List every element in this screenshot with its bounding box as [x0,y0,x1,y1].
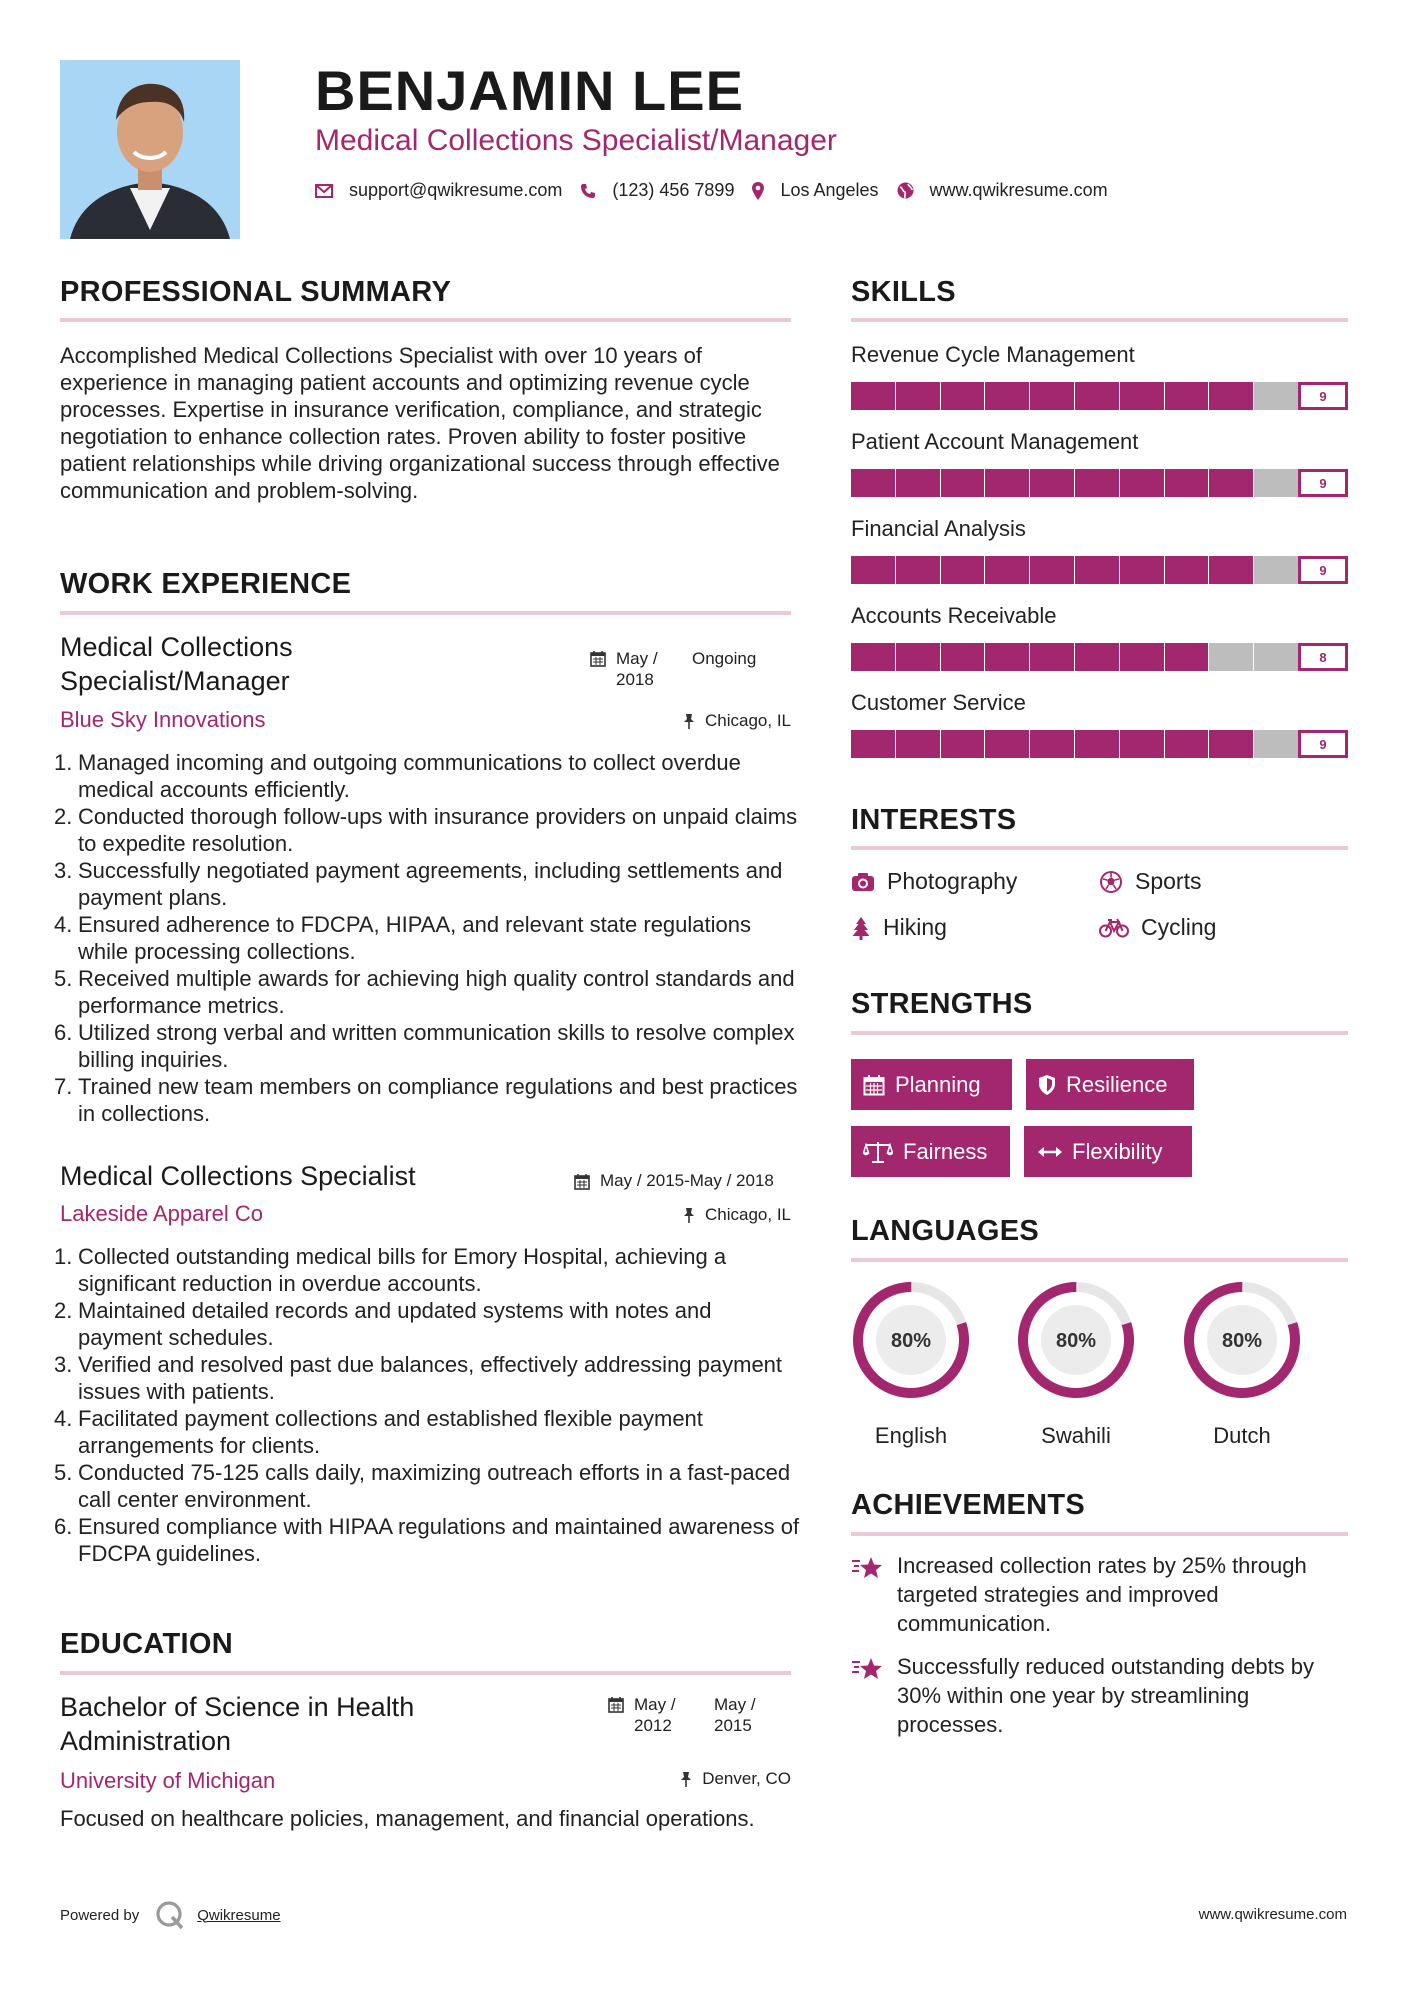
list-item: Collected outstanding medical bills for Emory Hospital, achieving a significant reduction in overdue accounts. [78,1244,727,1296]
profile-photo [60,60,240,239]
education-school: University of Michigan [60,1768,276,1793]
skill-bar-fill-segment [1165,382,1209,410]
location-text: Los Angeles [780,180,879,200]
skill-bar-fill-segment [851,382,895,410]
footer-powered-by [60,1900,281,1930]
soccer-ball-icon [1099,870,1123,894]
list-item: Successfully negotiated payment agreements, including settlements and payment plans. [78,858,783,910]
language-item [1182,1280,1302,1449]
strength-label: Resilience [1066,1071,1168,1097]
contact-email[interactable] [315,180,562,201]
pin-icon [680,1771,692,1788]
languages-divider [851,1258,1348,1262]
skill-bar [851,730,1348,758]
skill-bar-fill-segment [1165,556,1209,584]
list-item: Conducted thorough follow-ups with insurance providers on unpaid claims to expedite resolution. [78,804,798,856]
education-degree: Bachelor of Science in Health Administration [60,1692,415,1756]
star-award-icon [851,1652,891,1739]
language-name: Dutch [1213,1423,1271,1448]
skill-name: Financial Analysis [851,516,1026,541]
skill-bar-fill-segment [985,730,1029,758]
language-percent: 80% [890,1330,932,1352]
summary-divider [60,318,791,322]
skill-bar-empty-segment [1254,556,1298,584]
skill-bar-fill-segment [1075,730,1119,758]
list-item: Ensured compliance with HIPAA regulations and maintained awareness of FDCPA guidelines. [78,1514,800,1566]
job-dates [590,648,764,690]
language-name: Swahili [1041,1423,1111,1448]
skill-score-badge: 8 [1298,643,1348,671]
skill-bar-empty-segment [1254,643,1298,671]
list-item: Utilized strong verbal and written communication skills to resolve complex billing inquiries. [78,1020,795,1072]
contact-bar [315,180,1126,201]
skill-bar-fill-segment [1030,643,1074,671]
strengths-divider [851,1031,1348,1035]
language-item [1016,1280,1136,1449]
interest-label: Sports [1135,868,1202,894]
contact-phone[interactable] [580,180,734,201]
interest-label: Hiking [883,914,947,940]
skill-bar-fill-segment [896,643,940,671]
skill-bar-fill-segment [1165,643,1209,671]
skill-bar-fill-segment [851,469,895,497]
skill-bar-fill-segment [896,730,940,758]
skill-bar-fill-segment [941,382,985,410]
language-item [851,1280,971,1449]
contact-location [752,180,878,201]
job-date-end: Ongoing [692,649,757,668]
experience-divider [60,611,791,615]
skill-bar-fill-segment [941,556,985,584]
skill-bar-empty-segment [1254,469,1298,497]
interests-heading: INTERESTS [851,804,1017,836]
skill-bar-fill-segment [1165,469,1209,497]
calendar-icon [574,1173,590,1190]
strengths-heading: STRENGTHS [851,988,1033,1020]
skill-bar-fill-segment [1075,469,1119,497]
language-percent: 80% [1221,1330,1263,1352]
calendar-icon [590,650,606,667]
job-location-text: Chicago, IL [705,1205,791,1224]
list-item: Received multiple awards for achieving high quality control standards and performance metrics. [78,966,795,1018]
skill-bar-fill-segment [896,469,940,497]
skill-bar-fill-segment [941,730,985,758]
skill-bar-fill-segment [1075,643,1119,671]
skill-bar-fill-segment [1030,730,1074,758]
experience-heading: WORK EXPERIENCE [60,568,352,600]
skill-name: Patient Account Management [851,429,1139,454]
skill-bar [851,382,1348,410]
skill-bar-fill-segment [1120,643,1164,671]
list-item: Maintained detailed records and updated systems with notes and payment schedules. [78,1298,712,1350]
education-location-text: Denver, CO [702,1769,791,1788]
job-location-text: Chicago, IL [705,711,791,730]
language-ring [1016,1280,1136,1400]
envelope-icon [315,184,333,198]
skill-bar-fill-segment [1075,556,1119,584]
list-item: Managed incoming and outgoing communications to collect overdue medical accounts efficiently. [78,750,741,802]
job-date-range: May / 2015-May / 2018 [600,1171,774,1190]
phone-icon [580,183,596,199]
skills-divider [851,318,1348,322]
achievement-text: Increased collection rates by 25% through targeted strategies and improved communication. [897,1553,1307,1636]
achievement-item [851,1652,1348,1739]
skill-score-badge: 9 [1298,382,1348,410]
skill-score-badge: 9 [1298,556,1348,584]
interest-hiking [851,914,947,941]
skill-bar-empty-segment [1254,382,1298,410]
strength-label: Planning [895,1071,981,1097]
language-ring [851,1280,971,1400]
summary-text: Accomplished Medical Collections Specialist with over 10 years of experience in managing patient accounts and optimizing revenue cycle processes. Expertise in insurance verification, compliance, and strategic negotiation to enhance collection rates. Proven ability to foster positive patient relationships while driving organizational success through effective communication and problem-solving. [60,343,780,503]
skill-bar-fill-segment [851,643,895,671]
skill-bar-fill-segment [1209,469,1253,497]
achievement-text: Successfully reduced outstanding debts by 30% within one year by streamlining processes. [897,1654,1315,1737]
skill-bar-fill-segment [896,556,940,584]
skill-bar-fill-segment [1030,382,1074,410]
job-title: Medical Collections Specialist [60,1161,416,1191]
candidate-title: Medical Collections Specialist/Manager [315,124,837,157]
strength-chip-fairness [851,1126,1010,1177]
education-divider [60,1671,791,1675]
interest-photography [851,868,1017,895]
skill-name: Revenue Cycle Management [851,342,1135,367]
education-description: Focused on healthcare policies, management, and financial operations. [60,1806,755,1831]
achievements-heading: ACHIEVEMENTS [851,1489,1086,1521]
skill-bar-fill-segment [1165,730,1209,758]
calendar-icon [608,1696,624,1713]
interest-label: Photography [887,868,1018,894]
qwikresume-link[interactable]: Qwikresume [197,1906,281,1924]
interests-divider [851,846,1348,850]
summary-heading: PROFESSIONAL SUMMARY [60,276,452,308]
skill-bar-fill-segment [1120,556,1164,584]
skill-bar-fill-segment [1120,469,1164,497]
skill-bar-fill-segment [1120,382,1164,410]
interest-cycling [1099,914,1216,941]
interest-sports [1099,868,1201,895]
skill-score-badge: 9 [1298,469,1348,497]
achievements-divider [851,1532,1348,1536]
map-pin-icon [752,182,764,200]
skill-bar-fill-segment [1075,382,1119,410]
skill-bar-fill-segment [1120,730,1164,758]
arrows-horizontal-icon [1038,1145,1062,1159]
job-title: Medical Collections Specialist/Manager [60,632,293,696]
qwikresume-logo-icon [155,1900,185,1930]
contact-website[interactable] [897,180,1108,201]
camera-icon [851,872,875,892]
job-date-start: May / 2018 [616,649,658,689]
bicycle-icon [1099,918,1129,938]
star-award-icon [851,1551,891,1638]
skill-bar-empty-segment [1254,730,1298,758]
strength-chip-planning [851,1059,1012,1110]
skill-bar-fill-segment [1209,730,1253,758]
skill-bar-fill-segment [941,643,985,671]
skill-bar [851,469,1348,497]
globe-icon [897,182,914,199]
list-item: Facilitated payment collections and established flexible payment arrangements for clients. [78,1406,703,1458]
list-item: Verified and resolved past due balances, effectively addressing payment issues with patients. [78,1352,783,1404]
skill-score-badge: 9 [1298,730,1348,758]
email-text: support@qwikresume.com [349,180,563,200]
candidate-name: BENJAMIN LEE [315,59,744,122]
job-location [683,711,791,731]
language-percent: 80% [1055,1330,1097,1352]
skill-bar-fill-segment [851,556,895,584]
job-location [683,1205,791,1225]
skill-bar-fill-segment [1030,469,1074,497]
education-date-end: May / 2015 [714,1695,756,1735]
skill-bar-fill-segment [985,469,1029,497]
list-item: Ensured adherence to FDCPA, HIPAA, and relevant state regulations while processing collections. [78,912,751,964]
strength-label: Flexibility [1072,1138,1163,1164]
skill-bar-fill-segment [985,382,1029,410]
calendar-icon [863,1074,885,1096]
education-dates [608,1694,774,1736]
strength-chip-resilience [1026,1059,1194,1110]
list-item: Trained new team members on compliance regulations and best practices in collections. [78,1074,798,1126]
education-date-start: May / 2012 [634,1695,676,1735]
language-name: English [874,1423,948,1448]
strength-chip-flexibility [1024,1126,1192,1177]
skill-bar-fill-segment [896,382,940,410]
interest-label: Cycling [1141,914,1217,940]
shield-icon [1038,1074,1056,1096]
skill-bar-fill-segment [985,556,1029,584]
skill-bar-fill-segment [941,469,985,497]
job-company: Blue Sky Innovations [60,707,266,732]
pin-icon [683,713,695,730]
pin-icon [683,1207,695,1224]
list-item: Conducted 75-125 calls daily, maximizing outreach efforts in a fast-paced call center environment. [78,1460,791,1512]
skill-bar-fill-segment [1209,556,1253,584]
job-bullets [60,1243,800,1567]
powered-by-label: Powered by [60,1906,140,1924]
footer-website[interactable]: www.qwikresume.com [1198,1906,1347,1923]
skill-bar-fill-segment [1030,556,1074,584]
education-heading: EDUCATION [60,1628,233,1660]
skill-bar [851,643,1348,671]
strength-label: Fairness [903,1138,988,1164]
job-dates [574,1171,774,1191]
achievement-item [851,1551,1348,1638]
skill-bar-fill-segment [985,643,1029,671]
website-text: www.qwikresume.com [929,180,1108,200]
job-company: Lakeside Apparel Co [60,1201,264,1226]
scale-icon [863,1141,893,1163]
education-location [680,1769,791,1789]
skill-bar-fill-segment [1209,382,1253,410]
phone-text: (123) 456 7899 [612,180,735,200]
skill-name: Customer Service [851,690,1026,715]
tree-icon [851,916,871,940]
skill-bar-fill-segment [851,730,895,758]
languages-heading: LANGUAGES [851,1215,1039,1247]
skill-bar [851,556,1348,584]
skill-bar-empty-segment [1209,643,1253,671]
language-ring [1182,1280,1302,1400]
job-bullets [60,749,800,1127]
skill-name: Accounts Receivable [851,603,1057,628]
skills-heading: SKILLS [851,276,956,308]
